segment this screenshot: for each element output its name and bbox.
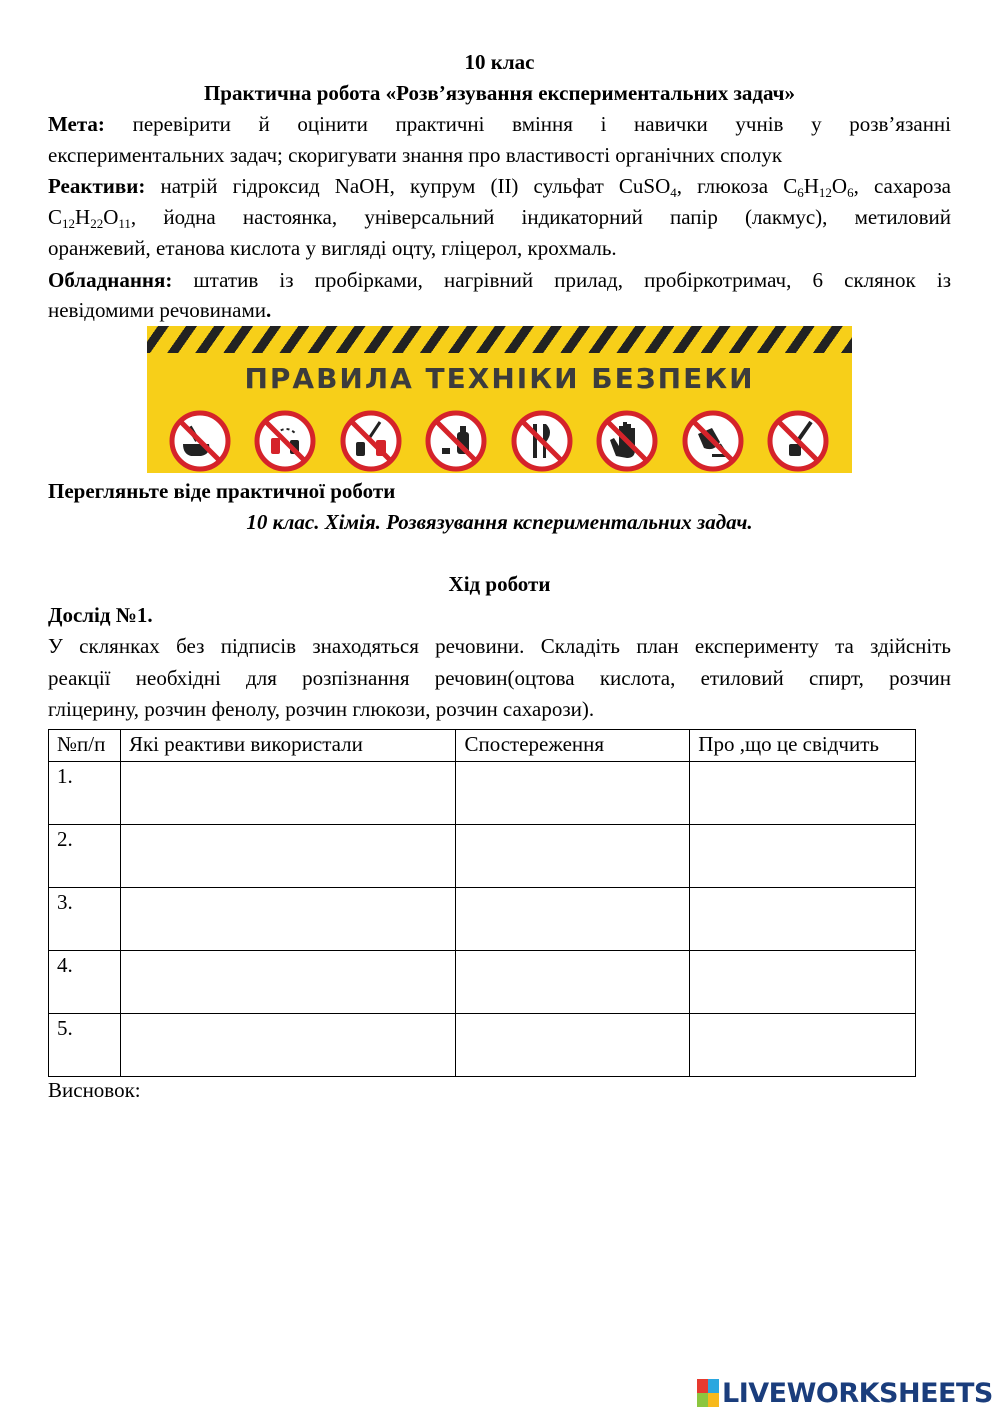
observations-cell[interactable] [456, 888, 690, 951]
equipment-line-2: невідомими речовинами. [48, 298, 272, 322]
equipment-line-1: Обладнання: штатив із пробірками, нагрівний прилад, пробіркотримач, 6 склянок із [48, 268, 952, 292]
table-row [49, 888, 916, 951]
header-observations: Спостереження [456, 730, 690, 762]
table-header-row [49, 730, 916, 762]
table-row [49, 951, 916, 1014]
reagents-cell[interactable] [120, 951, 456, 1014]
no-mixing-icon [254, 410, 316, 472]
procedure-heading: Хід роботи [448, 572, 551, 596]
reagents-line-1: Реактиви: натрій гідроксид NaOH, купрум (ІІ) сульфат CuSO$_4$, глюкоза $C_6H_{12}O_6$, сахароза [48, 174, 952, 200]
observations-cell[interactable] [456, 951, 690, 1014]
row-number: 3. [49, 888, 121, 951]
observations-cell[interactable] [456, 825, 690, 888]
video-label: Перегляньте віде практичної роботи [48, 479, 396, 503]
video-link[interactable]: 10 клас. Хімія. Розвязування кспериментальних задач. [246, 510, 753, 534]
reagents-cell[interactable] [120, 888, 456, 951]
liveworksheets-logo [697, 1377, 993, 1409]
no-eating-icon [511, 410, 573, 472]
task-line-3: гліцерину, розчин фенолу, розчин глюкози, розчин сахарози). [48, 697, 595, 721]
reagents-cell[interactable] [120, 762, 456, 825]
no-dropper-icon [767, 410, 829, 472]
table-row [49, 762, 916, 825]
reagents-line-3: оранжевий, етанова кислота у вигляді оцту, гліцерол, крохмаль. [48, 236, 617, 260]
reagents-label: Реактиви: [48, 174, 146, 198]
goal-label: Мета: [48, 112, 105, 136]
conclusion-cell[interactable] [690, 1014, 916, 1077]
experiment-title: Дослід №1. [48, 603, 153, 627]
no-touching-icon [596, 410, 658, 472]
conclusion-cell[interactable] [690, 888, 916, 951]
table-row [49, 1014, 916, 1077]
no-bottle-icon [425, 410, 487, 472]
banner-title: ПРАВИЛА ТЕХНІКИ БЕЗПЕКИ [244, 362, 755, 395]
goal-line-1: Мета: перевірити й оцінити практичні вміння і навички учнів у розв’язанні [48, 112, 952, 136]
table-row [49, 825, 916, 888]
reagents-cell[interactable] [120, 1014, 456, 1077]
no-spilling-icon [682, 410, 744, 472]
observations-cell[interactable] [456, 762, 690, 825]
reagents-line-2: $C_{12}H_{22}O_{11}$, йодна настоянка, універсальний індикаторний папір (лакмус), метиловий [48, 205, 951, 231]
task-line-2: реакції необхідні для розпізнання речовин(оцтова кислота, етиловий спирт, розчин [48, 666, 951, 690]
conclusion-cell[interactable] [690, 762, 916, 825]
observations-cell[interactable] [456, 1014, 690, 1077]
logo-text: LIVEWORKSHEETS [722, 1377, 993, 1409]
goal-line-2: експериментальних задач; скоригувати знання про властивості органічних сполук [48, 143, 783, 167]
reagents-cell[interactable] [120, 825, 456, 888]
page-title: Практична робота «Розв’язування експериментальних задач» [203, 81, 796, 105]
grade-heading: 10 клас [464, 50, 535, 74]
no-pouring-icon [169, 410, 231, 472]
conclusion-cell[interactable] [690, 951, 916, 1014]
safety-rules-banner [147, 326, 852, 473]
liveworksheets-logo-icon [697, 1379, 719, 1407]
hazard-stripes [147, 326, 852, 353]
conclusion-cell[interactable] [690, 825, 916, 888]
observation-table [48, 729, 916, 1077]
equipment-label: Обладнання: [48, 268, 173, 292]
safety-signs [169, 410, 829, 472]
no-pipette-icon [340, 410, 402, 472]
row-number: 5. [49, 1014, 121, 1077]
header-conclusion: Про ,що це свідчить [690, 730, 916, 762]
task-line-1: У склянках без підписів знаходяться речовини. Складіть план експерименту та здійсніть [48, 634, 951, 658]
row-number: 1. [49, 762, 121, 825]
row-number: 2. [49, 825, 121, 888]
row-number: 4. [49, 951, 121, 1014]
header-reagents: Які реактиви використали [120, 730, 456, 762]
header-number: №п/п [49, 730, 121, 762]
conclusion-label: Висновок: [48, 1078, 141, 1102]
